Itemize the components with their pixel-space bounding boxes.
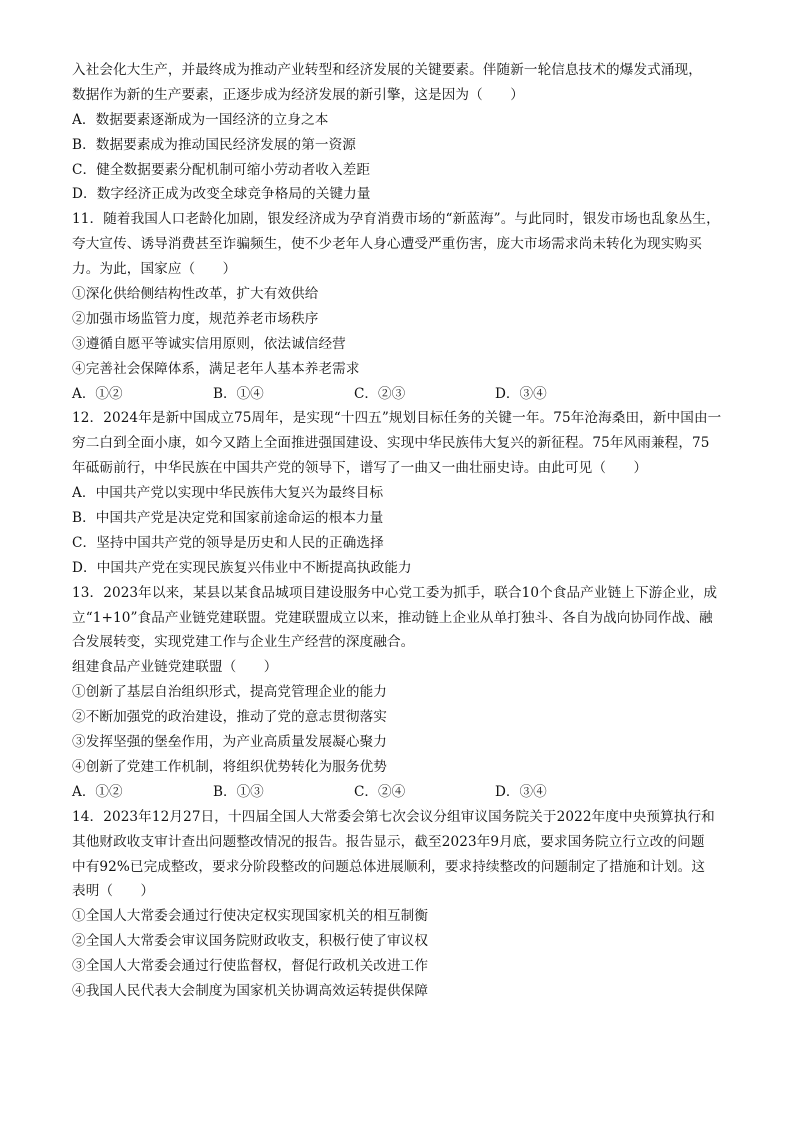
choice-a: A．①②: [72, 783, 123, 800]
question-11: [72, 207, 728, 406]
question-stem-line: 穷二白到全面小康，如今又踏上全面推进强国建设、实现中华民族伟大复兴的新征程。75年风雨兼程，75: [72, 435, 710, 452]
option-d: D．中国共产党在实现民族复兴伟业中不断提高执政能力: [72, 559, 412, 576]
question-stem-line: 表明（ ）: [72, 883, 155, 900]
choice-c: C．②③: [354, 385, 406, 402]
question-stem-line: 13．2023年以来，某县以某食品城项目建设服务中心党工委为抓手，联合10个食品产业链上下游企业，成: [72, 584, 718, 601]
statement-3: ③遵循自愿平等诚实信用原则，依法诚信经营: [72, 335, 346, 352]
statement-1: ①创新了基层自治组织形式，提高党管理企业的能力: [72, 684, 387, 701]
answer-choices: [72, 382, 728, 407]
question-13: [72, 581, 728, 805]
question-stem-line: 夸大宣传、诱导消费甚至诈骗频生，使不少老年人身心遭受严重伤害，庞大市场需求尚未转化为现实购买: [72, 236, 702, 253]
choice-d: D．③④: [495, 783, 547, 800]
question-stem-line: 12．2024年是新中国成立75周年，是实现“十四五”规划目标任务的关键一年。75年沧海桑田，新中国由一: [72, 410, 722, 427]
option-a: A．中国共产党以实现中华民族伟大复兴为最终目标: [72, 485, 384, 502]
statement-2: ②加强市场监管力度，规范养老市场秩序: [72, 310, 319, 327]
statement-1: ①全国人大常委会通过行使决定权实现国家机关的相互制衡: [72, 908, 429, 925]
answer-choices: [72, 780, 728, 805]
question-10: [72, 58, 728, 207]
question-12: [72, 406, 728, 580]
option-c: C．健全数据要素分配机制可缩小劳动者收入差距: [72, 161, 371, 178]
question-stem-line: 数据作为新的生产要素，正逐步成为经济发展的新引擎，这是因为（ ）: [72, 86, 524, 103]
choice-b: B．①④: [213, 385, 264, 402]
statement-4: ④创新了党建工作机制，将组织优势转化为服务优势: [72, 758, 387, 775]
question-stem-line: 14．2023年12月27日，十四届全国人大常委会第七次会议分组审议国务院关于2022年度中央预算执行和: [72, 808, 715, 825]
option-b: B．数据要素成为推动国民经济发展的第一资源: [72, 136, 356, 153]
option-d: D．数字经济正成为改变全球竞争格局的关键力量: [72, 186, 371, 203]
question-14: [72, 805, 728, 1004]
option-b: B．中国共产党是决定党和国家前途命运的根本力量: [72, 510, 384, 527]
exam-page: [72, 58, 728, 1004]
question-stem-line: 11．随着我国人口老龄化加剧，银发经济成为孕育消费市场的“新蓝海”。与此同时，银发市场也乱象丛生，: [72, 211, 720, 228]
option-c: C．坚持中国共产党的领导是历史和人民的正确选择: [72, 534, 384, 551]
question-stem-line: 中有92%已完成整改，要求分阶段整改的问题总体进展顺利，要求持续整改的问题制定了措施和计划。这: [72, 858, 706, 875]
question-stem-line: 立“1+10”食品产业链党建联盟。党建联盟成立以来，推动链上企业从单打独斗、各自为战向协同作战、融: [72, 609, 713, 626]
statement-3: ③全国人大常委会通过行使监督权，督促行政机关改进工作: [72, 958, 429, 975]
question-stem-line: 力。为此，国家应（ ）: [72, 261, 237, 278]
choice-a: A．①②: [72, 385, 123, 402]
question-stem-line: 入社会化大生产，并最终成为推动产业转型和经济发展的关键要素。伴随新一轮信息技术的爆发式涌现，: [72, 62, 702, 78]
option-a: A．数据要素逐渐成为一国经济的立身之本: [72, 111, 329, 128]
choice-d: D．③④: [495, 385, 547, 402]
statement-4: ④我国人民代表大会制度为国家机关协调高效运转提供保障: [72, 982, 429, 999]
question-stem-line: 合发展转变，实现党建工作与企业生产经营的深度融合。: [72, 634, 415, 651]
choice-b: B．①③: [213, 783, 264, 800]
choice-c: C．②④: [354, 783, 406, 800]
statement-2: ②全国人大常委会审议国务院财政收支，积极行使了审议权: [72, 933, 429, 950]
question-stem-line: 年砥砺前行，中华民族在中国共产党的领导下，谱写了一曲又一曲壮丽史诗。由此可见（ ）: [72, 460, 648, 477]
statement-2: ②不断加强党的政治建设，推动了党的意志贯彻落实: [72, 709, 387, 726]
question-stem-line: 组建食品产业链党建联盟（ ）: [72, 659, 278, 676]
statement-4: ④完善社会保障体系，满足老年人基本养老需求: [72, 360, 360, 377]
statement-3: ③发挥坚强的堡垒作用，为产业高质量发展凝心聚力: [72, 734, 387, 751]
statement-1: ①深化供给侧结构性改革，扩大有效供给: [72, 286, 319, 303]
question-stem-line: 其他财政收支审计查出问题整改情况的报告。报告显示，截至2023年9月底，要求国务院立行立改的问题: [72, 833, 705, 850]
